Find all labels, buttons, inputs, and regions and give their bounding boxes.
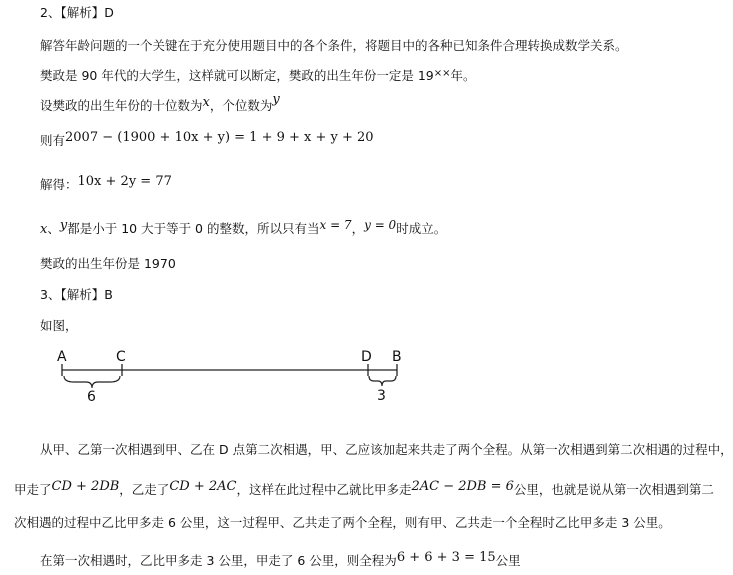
q2-p6-m1: x = 7 [319, 218, 352, 232]
q2-p2-text: 樊政是 90 年代的大学生，这样就可以断定，樊政的出生年份一定是 19 [40, 68, 434, 83]
q2-p3-y: y [272, 92, 280, 107]
q3-p3-d: 公里，也就是说从第一次相遇到第二 [513, 482, 714, 497]
q2-p4-text: 则有 [40, 133, 66, 148]
q3-header: 3、【解析】B [40, 287, 113, 302]
q3-paragraph-4: 次相遇的过程中乙比甲多走 6 公里，这一过程甲、乙共走了两个全程，则有甲、乙共走一个全程时乙比甲多走 3 公里。 [14, 515, 671, 530]
q2-p3-x: x [202, 95, 210, 110]
q2-paragraph-6 [40, 218, 447, 238]
brace-db [369, 376, 396, 386]
q2-p4-math: 2007 − (1900 + 10x + y) = 1 + 9 + x + y + 20 [65, 130, 374, 145]
q3-p3-m3: 2AC − 2DB = 6 [411, 479, 514, 494]
label-ac-length: 6 [87, 389, 96, 405]
q2-header: 2、【解析】D [40, 5, 114, 20]
q3-p3-m2: CD + 2AC [169, 479, 237, 494]
q3-p3-c: ，这样在此过程中乙就比甲多走 [236, 482, 412, 497]
q3-p3-b: ，乙走了 [119, 482, 170, 497]
q2-p3-text: 设樊政的出生年份的十位数为 [40, 98, 203, 113]
q3-paragraph-2: 从甲、乙第一次相遇到甲、乙在 D 点第二次相遇，甲、乙应该加起来共走了两个全程。从第一次相遇到第二次相遇的过程中， [40, 442, 733, 457]
q2-p6-y: y [59, 218, 68, 233]
label-c: C [116, 349, 126, 365]
q2-p2-math: ×× [433, 68, 451, 79]
label-db-length: 3 [377, 388, 386, 404]
q2-p6-text: 都是小于 10 大于等于 0 的整数，所以只有当 [67, 221, 320, 236]
q2-p2-end: 年。 [450, 68, 476, 83]
segment-diagram [50, 344, 410, 406]
q2-p5-math: 10x + 2y = 77 [77, 174, 172, 189]
q2-paragraph-1: 解答年龄问题的一个关键在于充分使用题目中的各个条件，将题目中的各种已知条件合理转换成数学关系。 [40, 38, 628, 53]
q2-p6-sep: 、 [47, 221, 60, 236]
q2-p6-end: 时成立。 [396, 221, 447, 236]
q3-paragraph-5 [40, 550, 521, 570]
label-a: A [57, 349, 67, 365]
q2-paragraph-4 [40, 130, 374, 150]
q2-paragraph-2 [40, 68, 476, 86]
q3-p5-b: 公里 [495, 553, 521, 568]
brace-ac [64, 376, 120, 388]
label-d: D [361, 349, 372, 365]
q2-p3-mid: ，个位数为 [209, 98, 273, 113]
q3-p5-m: 6 + 6 + 3 = 15 [396, 550, 496, 565]
q2-p6-m2: y = 0 [364, 218, 397, 232]
q2-paragraph-7: 樊政的出生年份是 1970 [40, 256, 176, 271]
q2-paragraph-5 [40, 174, 172, 194]
q3-p3-a: 甲走了 [14, 482, 52, 497]
q2-p5-text: 解得： [40, 177, 78, 192]
q3-paragraph-3 [14, 479, 714, 499]
q3-p3-m1: CD + 2DB [51, 479, 120, 494]
q2-paragraph-3 [40, 92, 280, 115]
q3-p5-a: 在第一次相遇时，乙比甲多走 3 公里，甲走了 6 公里，则全程为 [40, 553, 397, 568]
q2-p6-x: x [40, 222, 48, 237]
q3-paragraph-1: 如图， [40, 318, 78, 333]
q2-p6-comma: ， [351, 221, 365, 236]
label-b: B [392, 349, 402, 365]
